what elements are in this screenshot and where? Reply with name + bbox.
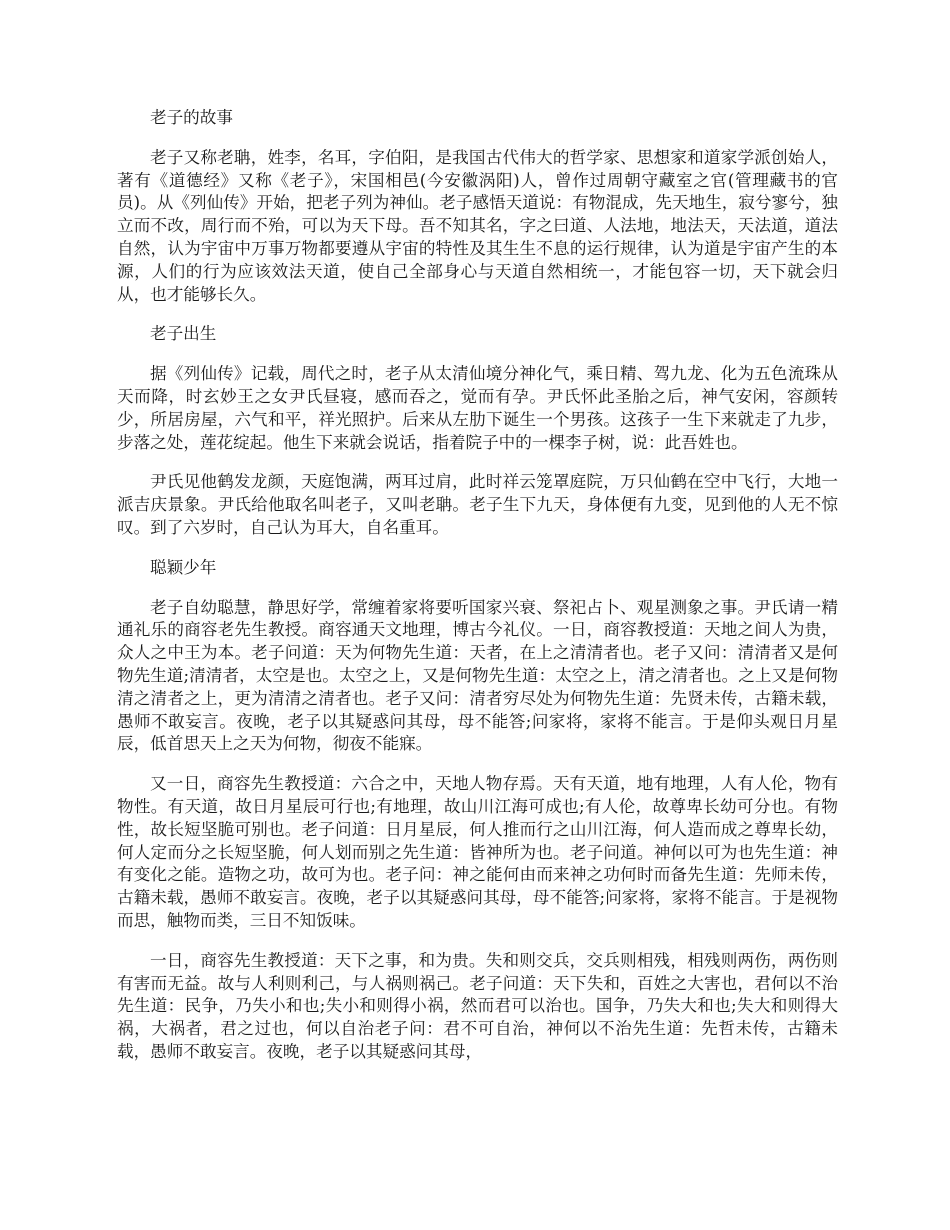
birth-paragraph-2: 尹氏见他鹤发龙颜，天庭饱满，两耳过肩，此时祥云笼罩庭院，万只仙鹤在空中飞行，大地一派吉庆景象。尹氏给他取名叫老子，又叫老聃。老子生下九天，身体便有九变，见到他的人无不惊叹。到了六岁时，自己认为耳大，自名重耳。 bbox=[117, 472, 838, 537]
section-heading-youth: 聪颖少年 bbox=[150, 557, 217, 577]
birth-paragraph-1: 据《列仙传》记载，周代之时，老子从太清仙境分神化气，乘日精、驾九龙、化为五色流珠从天而降，时玄妙王之女尹氏昼寝，感而吞之，觉而有孕。尹氏怀此圣胎之后，神气安闲，容颜转少，所居房屋，六气和平，祥光照护。后来从左肋下诞生一个男孩。这孩子一生下来就走了九步，步落之处，莲花绽起。他生下来就会说话，指着院子中的一棵李子树，说：此吾姓也。 bbox=[117, 364, 838, 452]
youth-paragraph-1: 老子自幼聪慧，静思好学，常缠着家将要听国家兴衰、祭祀占卜、观星测象之事。尹氏请一精通礼乐的商容老先生教授。商容通天文地理，博古今礼仪。一日，商容教授道：天地之间人为贵，众人之中王为本。老子问道：天为何物先生道：天者，在上之清清者也。老子又问：清清者又是何物先生道;清清者，太空是也。太空之上，又是何物先生道：太空之上，清之清者也。之上又是何物清之清者之上，更为清清之清者也。老子又问：清者穷尽处为何物先生道：先贤未传，古籍未载，愚师不敢妄言。夜晚，老子以其疑惑问其母，母不能答;问家将，家将不能言。于是仰头观日月星辰，低首思天上之天为何物，彻夜不能寐。 bbox=[117, 597, 838, 754]
youth-paragraph-2: 又一日，商容先生教授道：六合之中，天地人物存焉。天有天道，地有地理，人有人伦，物有物性。有天道，故日月星辰可行也;有地理，故山川江海可成也;有人伦，故尊卑长幼可分也。有物性，故长短坚脆可别也。老子问道：日月星辰，何人推而行之山川江海，何人造而成之尊卑长幼，何人定而分之长短坚脆，何人划而别之先生道：皆神所为也。老子问道。神何以可为也先生道：神有变化之能。造物之功，故可为也。老子问：神之能何由而来神之功何时而备先生道：先师未传，古籍未载，愚师不敢妄言。夜晚，老子以其疑惑问其母，母不能答;问家将，家将不能言。于是视物而思，触物而类，三日不知饭味。 bbox=[117, 774, 838, 930]
document-title: 老子的故事 bbox=[150, 108, 233, 127]
youth-paragraph-3: 一日，商容先生教授道：天下之事，和为贵。失和则交兵，交兵则相残，相残则两伤，两伤则有害而无益。故与人利则利己，与人祸则祸己。老子问道：天下失和，百姓之大害也，君何以不治先生道：民争，乃失小和也;失小和则得小祸，然而君可以治也。国争，乃失大和也;失大和则得大祸，大祸者，君之过也，何以自治老子问：君不可自治，神何以不治先生道：先哲未传，古籍未载，愚师不敢妄言。夜晚，老子以其疑惑问其母， bbox=[117, 950, 838, 1061]
section-heading-birth: 老子出生 bbox=[150, 324, 217, 344]
intro-paragraph: 老子又称老聃，姓李，名耳，字伯阳，是我国古代伟大的哲学家、思想家和道家学派创始人，著有《道德经》又称《老子》，宋国相邑(今安徽涡阳)人，曾作过周朝守藏室之官(管理藏书的官员)。从《列仙传》开始，把老子列为神仙。老子感悟天道说：有物混成，先天地生，寂兮寥兮，独立而不改，周行而不殆，可以为天下母。吾不知其名，字之曰道、人法地，地法天，天法道，道法自然，认为宇宙中万事万物都要遵从宇宙的特性及其生生不息的运行规律，认为道是宇宙产生的本源，人们的行为应该效法天道，使自己全部身心与天道自然相统一，才能包容一切，天下就会归从，也才能够长久。 bbox=[117, 147, 838, 304]
